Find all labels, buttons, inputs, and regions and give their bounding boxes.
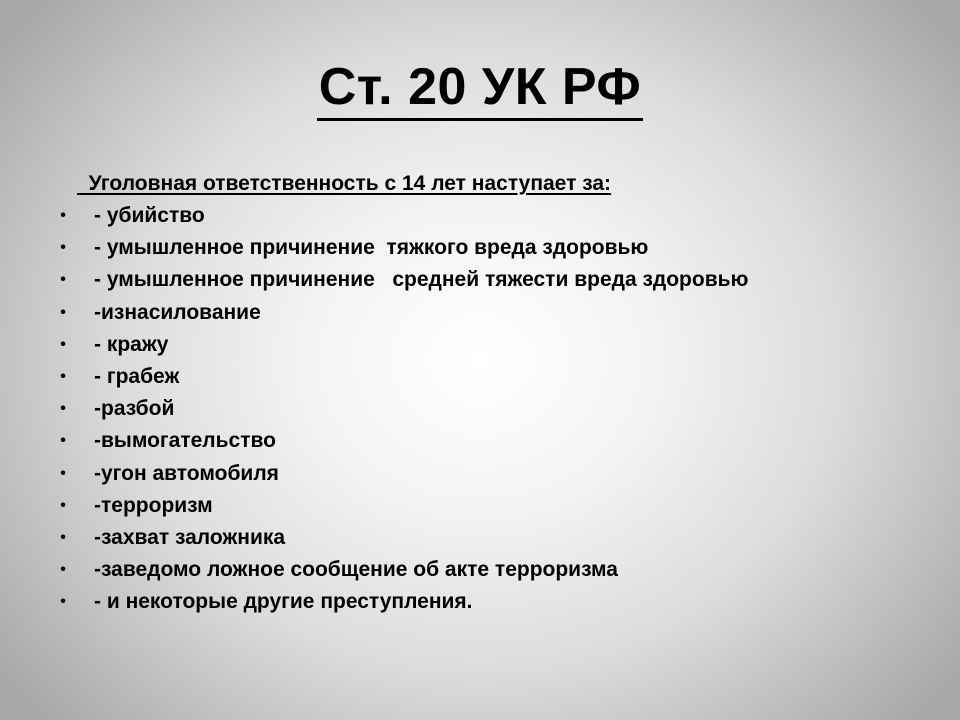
bullet-icon: • (60, 367, 66, 385)
list-item (56, 361, 936, 393)
list-item-text: - умышленное причинение средней тяжести вреда здоровью (94, 268, 749, 292)
list-item (56, 264, 936, 296)
bullet-icon: • (60, 464, 66, 482)
bullet-icon: • (60, 432, 66, 450)
list-item (56, 425, 936, 457)
list-item-text: -заведомо ложное сообщение об акте терроризма (94, 558, 618, 582)
list-item-text: - грабеж (94, 364, 180, 388)
slide-title-text: Ст. 20 УК РФ (317, 58, 644, 121)
slide-title (0, 58, 960, 121)
list-item-text: -разбой (94, 397, 175, 421)
list-item (56, 232, 936, 264)
list-item (56, 490, 936, 522)
bullet-icon: • (60, 303, 66, 321)
list-item (56, 297, 936, 329)
list-item-text: -терроризм (94, 493, 213, 517)
bullet-icon: • (60, 207, 66, 224)
list-item-text: - убийство (94, 204, 205, 227)
list-item-text: -вымогательство (94, 429, 276, 453)
list-item-text: - и некоторые другие преступления. (94, 590, 473, 614)
list-item-text: -угон автомобиля (94, 461, 279, 485)
list-item-text: -захват заложника (94, 525, 286, 549)
list-item-text: - умышленное причинение тяжкого вреда здоровью (94, 236, 649, 260)
intro-text: Уголовная ответственность с 14 лет наступает за: (77, 172, 612, 195)
bullet-icon: • (60, 528, 66, 546)
list-item (56, 329, 936, 361)
list-item-text: - кражу (94, 332, 169, 356)
bullet-icon: • (60, 239, 66, 257)
bullet-icon: • (60, 496, 66, 514)
list-item (56, 522, 936, 554)
slide-body (56, 168, 936, 618)
list-item (56, 458, 936, 490)
list-item (56, 586, 936, 618)
bullet-icon: • (60, 593, 66, 611)
list-item-text: -изнасилование (94, 300, 261, 324)
bullet-icon: • (60, 400, 66, 418)
bullet-icon: • (60, 561, 66, 579)
list-item (56, 200, 936, 232)
list-item (56, 393, 936, 425)
crime-list (56, 200, 936, 618)
bullet-icon: • (60, 335, 66, 353)
bullet-icon: • (60, 271, 66, 289)
list-item (56, 554, 936, 586)
